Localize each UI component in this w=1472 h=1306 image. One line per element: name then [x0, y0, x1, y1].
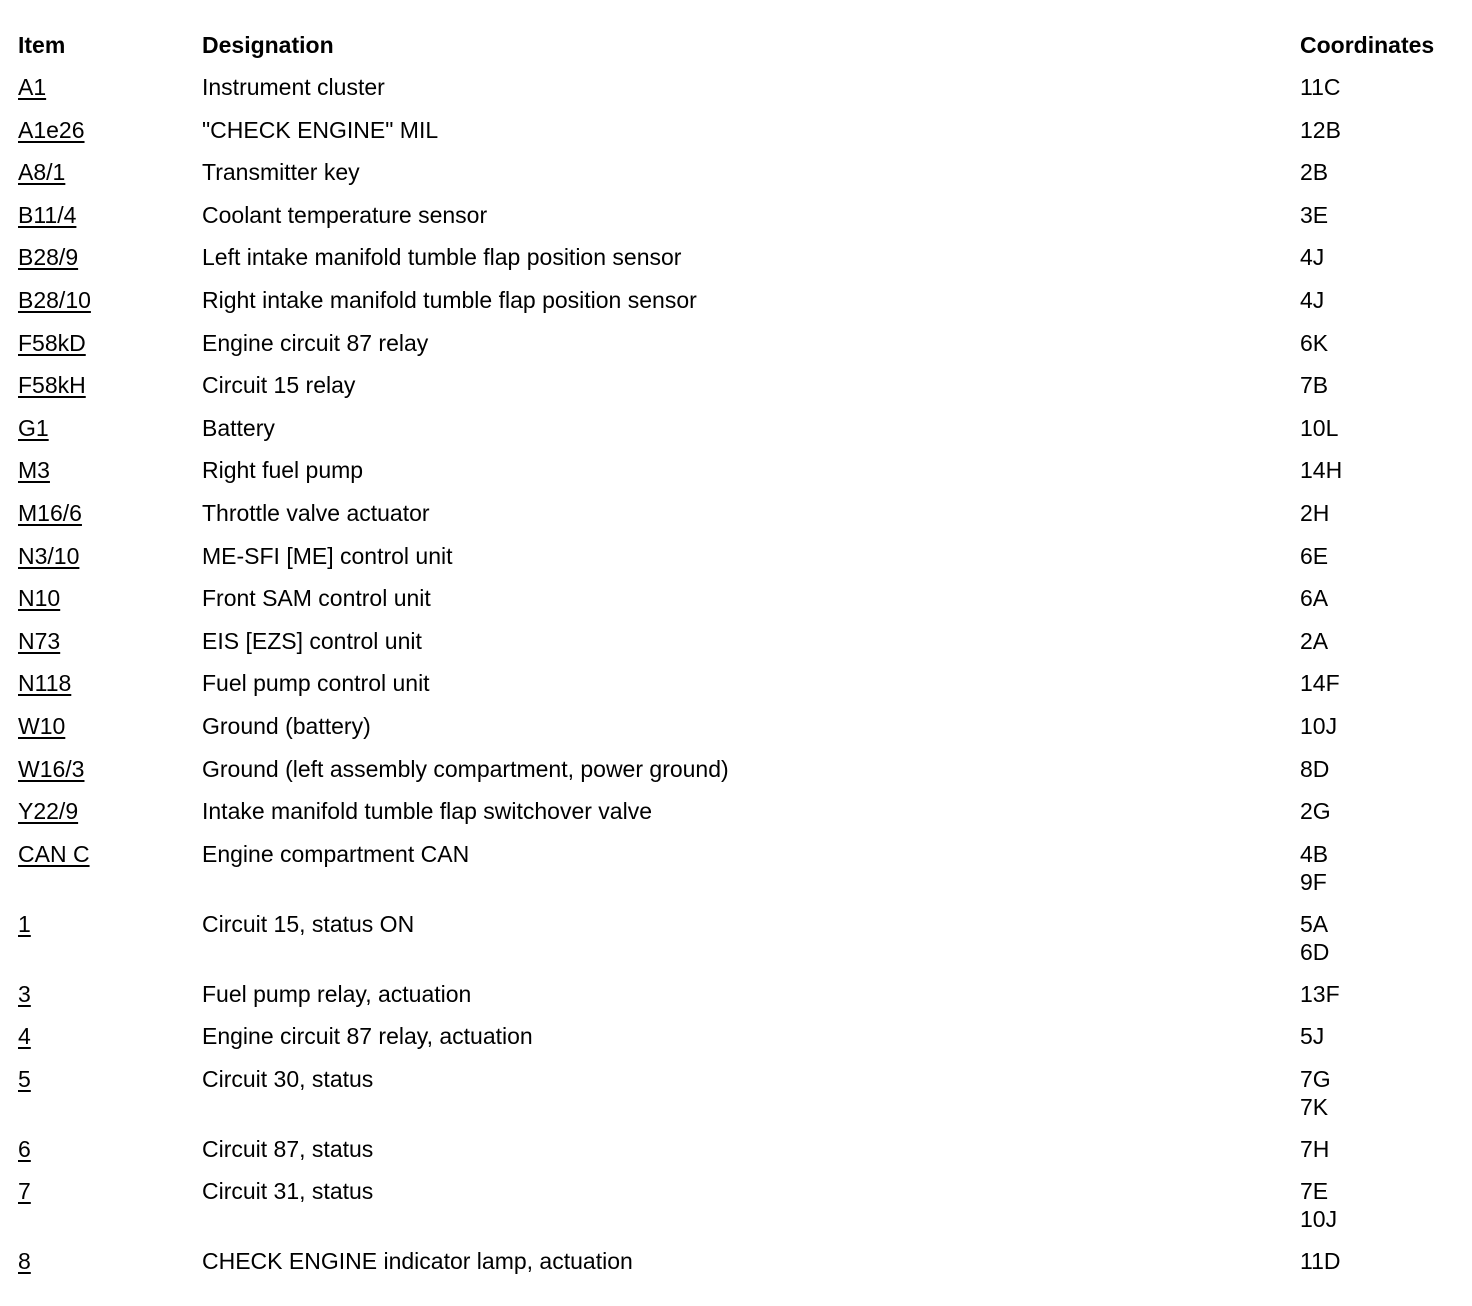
- coordinates-cell: [1300, 840, 1458, 896]
- designation-cell: Circuit 87, status: [202, 1135, 374, 1162]
- table-row: [18, 712, 1458, 755]
- designation-cell: ME-SFI [ME] control unit: [202, 542, 453, 569]
- item-link[interactable]: G1: [18, 414, 49, 441]
- item-link[interactable]: N73: [18, 627, 61, 654]
- table-body: [18, 73, 1458, 1290]
- item-cell: [18, 712, 202, 740]
- table-row: [18, 371, 1458, 414]
- item-link[interactable]: B11/4: [18, 201, 77, 228]
- designation-cell: Transmitter key: [202, 159, 360, 186]
- coordinates-cell: [1300, 243, 1458, 271]
- item-cell: [18, 286, 202, 314]
- coordinates-cell: [1300, 371, 1458, 399]
- designation-cell: Circuit 15 relay: [202, 372, 356, 399]
- item-cell: [18, 669, 202, 697]
- item-cell: [18, 1247, 202, 1275]
- designation-column-header: Designation: [202, 32, 334, 58]
- item-link[interactable]: N118: [18, 670, 72, 697]
- item-link[interactable]: 4: [18, 1023, 31, 1050]
- coordinate-value: 6K: [1300, 329, 1329, 356]
- table-row: [18, 1135, 1458, 1178]
- table-row: [18, 286, 1458, 329]
- coordinate-value: 11D: [1300, 1248, 1341, 1275]
- coordinate-value: 3E: [1300, 201, 1329, 228]
- designation-cell: Circuit 15, status ON: [202, 910, 415, 937]
- coordinate-value: 9F: [1300, 868, 1327, 895]
- item-link[interactable]: Y22/9: [18, 798, 79, 825]
- coordinate-value: 14H: [1300, 457, 1343, 484]
- item-link[interactable]: CAN C: [18, 840, 90, 867]
- table-row: [18, 797, 1458, 840]
- item-cell: [18, 456, 202, 484]
- coordinate-value: 10J: [1300, 1206, 1338, 1233]
- item-link[interactable]: B28/9: [18, 244, 79, 271]
- table-header: [18, 31, 1458, 73]
- item-link[interactable]: 8: [18, 1248, 31, 1275]
- coordinates-cell: [1300, 456, 1458, 484]
- item-cell: [18, 371, 202, 399]
- designation-cell: Engine circuit 87 relay, actuation: [202, 1023, 533, 1050]
- coordinate-value: 7G: [1300, 1065, 1331, 1092]
- table-row: [18, 980, 1458, 1023]
- item-cell: [18, 542, 202, 570]
- item-column-header: Item: [18, 32, 66, 58]
- table-row: [18, 499, 1458, 542]
- designation-cell: Engine compartment CAN: [202, 840, 470, 867]
- item-link[interactable]: A1: [18, 74, 47, 100]
- item-cell: [18, 329, 202, 357]
- table-row: [18, 755, 1458, 798]
- coordinates-cell: [1300, 499, 1458, 527]
- item-cell: [18, 73, 202, 101]
- table-row: [18, 243, 1458, 286]
- coordinates-cell: [1300, 1177, 1458, 1233]
- table-row: [18, 1247, 1458, 1290]
- coordinate-value: 6D: [1300, 938, 1330, 965]
- coordinates-cell: [1300, 980, 1458, 1008]
- designation-cell: Engine circuit 87 relay: [202, 329, 429, 356]
- designation-cell: EIS [EZS] control unit: [202, 627, 422, 654]
- coordinates-cell: [1300, 669, 1458, 697]
- item-link[interactable]: W16/3: [18, 755, 85, 782]
- coordinates-cell: [1300, 1022, 1458, 1050]
- item-link[interactable]: A8/1: [18, 159, 66, 186]
- component-legend-table: [18, 31, 1458, 1290]
- coordinates-cell: [1300, 627, 1458, 655]
- item-link[interactable]: F58kH: [18, 372, 86, 399]
- item-cell: [18, 755, 202, 783]
- coordinate-value: 6E: [1300, 542, 1329, 569]
- item-link[interactable]: 5: [18, 1065, 31, 1092]
- designation-cell: Right intake manifold tumble flap position sensor: [202, 286, 697, 313]
- designation-cell: Ground (left assembly compartment, power ground): [202, 755, 729, 782]
- table-row: [18, 1022, 1458, 1065]
- table-row: [18, 414, 1458, 457]
- designation-cell: Fuel pump relay, actuation: [202, 980, 472, 1007]
- item-cell: [18, 1135, 202, 1163]
- coordinate-value: 4J: [1300, 244, 1325, 271]
- table-row: [18, 840, 1458, 910]
- item-link[interactable]: M3: [18, 457, 50, 484]
- item-cell: [18, 910, 202, 938]
- coordinates-cell: [1300, 1135, 1458, 1163]
- coordinate-value: 5J: [1300, 1023, 1325, 1050]
- item-cell: [18, 116, 202, 144]
- item-cell: [18, 1022, 202, 1050]
- coordinate-value: 7E: [1300, 1178, 1329, 1205]
- coordinates-cell: [1300, 755, 1458, 783]
- item-cell: [18, 201, 202, 229]
- coordinate-value: 11C: [1300, 74, 1341, 100]
- designation-cell: Coolant temperature sensor: [202, 201, 488, 228]
- designation-cell: Throttle valve actuator: [202, 499, 430, 526]
- table-row: [18, 542, 1458, 585]
- item-link[interactable]: B28/10: [18, 286, 91, 313]
- coordinates-cell: [1300, 73, 1458, 101]
- coordinates-cell: [1300, 116, 1458, 144]
- coordinates-cell: [1300, 1065, 1458, 1121]
- coordinates-cell: [1300, 201, 1458, 229]
- item-cell: [18, 499, 202, 527]
- item-link[interactable]: 3: [18, 980, 31, 1007]
- coordinates-cell: [1300, 542, 1458, 570]
- item-cell: [18, 980, 202, 1008]
- item-link[interactable]: N3/10: [18, 542, 80, 569]
- table-row: [18, 627, 1458, 670]
- coordinate-value: 7H: [1300, 1135, 1330, 1162]
- coordinates-cell: [1300, 329, 1458, 357]
- coordinates-cell: [1300, 1247, 1458, 1275]
- designation-cell: Fuel pump control unit: [202, 670, 430, 697]
- item-cell: [18, 243, 202, 271]
- designation-cell: Ground (battery): [202, 712, 371, 739]
- table-row: [18, 116, 1458, 159]
- table-row: [18, 158, 1458, 201]
- coordinate-value: 4B: [1300, 840, 1329, 867]
- item-cell: [18, 797, 202, 825]
- table-row: [18, 669, 1458, 712]
- designation-cell: Battery: [202, 414, 275, 441]
- item-link[interactable]: F58kD: [18, 329, 86, 356]
- item-link[interactable]: W10: [18, 712, 66, 739]
- coordinate-value: 5A: [1300, 910, 1329, 937]
- coordinate-value: 7K: [1300, 1093, 1329, 1120]
- designation-cell: Instrument cluster: [202, 74, 385, 100]
- table-row: [18, 73, 1458, 116]
- item-link[interactable]: N10: [18, 585, 61, 612]
- coordinate-value: 2H: [1300, 499, 1330, 526]
- coordinate-value: 10J: [1300, 712, 1338, 739]
- table-row: [18, 1177, 1458, 1247]
- coordinate-value: 10L: [1300, 414, 1339, 441]
- item-link[interactable]: A1e26: [18, 116, 85, 143]
- designation-cell: Intake manifold tumble flap switchover valve: [202, 798, 652, 825]
- designation-cell: Right fuel pump: [202, 457, 364, 484]
- item-link[interactable]: 6: [18, 1135, 31, 1162]
- designation-cell: Circuit 30, status: [202, 1065, 374, 1092]
- coordinates-cell: [1300, 286, 1458, 314]
- designation-cell: Front SAM control unit: [202, 585, 431, 612]
- coordinates-cell: [1300, 910, 1458, 966]
- coordinate-value: 14F: [1300, 670, 1340, 697]
- item-cell: [18, 158, 202, 186]
- item-link[interactable]: 7: [18, 1178, 31, 1205]
- table-row: [18, 1065, 1458, 1135]
- table-row: [18, 584, 1458, 627]
- table-row: [18, 456, 1458, 499]
- coordinate-value: 13F: [1300, 980, 1340, 1007]
- coordinates-cell: [1300, 158, 1458, 186]
- item-link[interactable]: 1: [18, 910, 31, 937]
- coordinate-value: 2A: [1300, 627, 1329, 654]
- coordinates-cell: [1300, 414, 1458, 442]
- coordinate-value: 8D: [1300, 755, 1330, 782]
- item-cell: [18, 584, 202, 612]
- coordinate-value: 6A: [1300, 585, 1329, 612]
- coordinate-value: 4J: [1300, 286, 1325, 313]
- designation-cell: Circuit 31, status: [202, 1178, 374, 1205]
- designation-cell: CHECK ENGINE indicator lamp, actuation: [202, 1248, 633, 1275]
- item-cell: [18, 1177, 202, 1205]
- item-cell: [18, 1065, 202, 1093]
- item-cell: [18, 840, 202, 868]
- coordinate-value: 2G: [1300, 798, 1331, 825]
- designation-cell: "CHECK ENGINE" MIL: [202, 116, 439, 143]
- table-row: [18, 201, 1458, 244]
- coordinate-value: 7B: [1300, 372, 1329, 399]
- table-row: [18, 910, 1458, 980]
- coordinate-value: 2B: [1300, 159, 1329, 186]
- designation-cell: Left intake manifold tumble flap position sensor: [202, 244, 682, 271]
- coordinates-column-header: Coordinates: [1300, 32, 1435, 58]
- item-cell: [18, 627, 202, 655]
- item-cell: [18, 414, 202, 442]
- coordinates-cell: [1300, 584, 1458, 612]
- item-link[interactable]: M16/6: [18, 499, 82, 526]
- table-row: [18, 329, 1458, 372]
- coordinate-value: 12B: [1300, 116, 1341, 143]
- coordinates-cell: [1300, 712, 1458, 740]
- coordinates-cell: [1300, 797, 1458, 825]
